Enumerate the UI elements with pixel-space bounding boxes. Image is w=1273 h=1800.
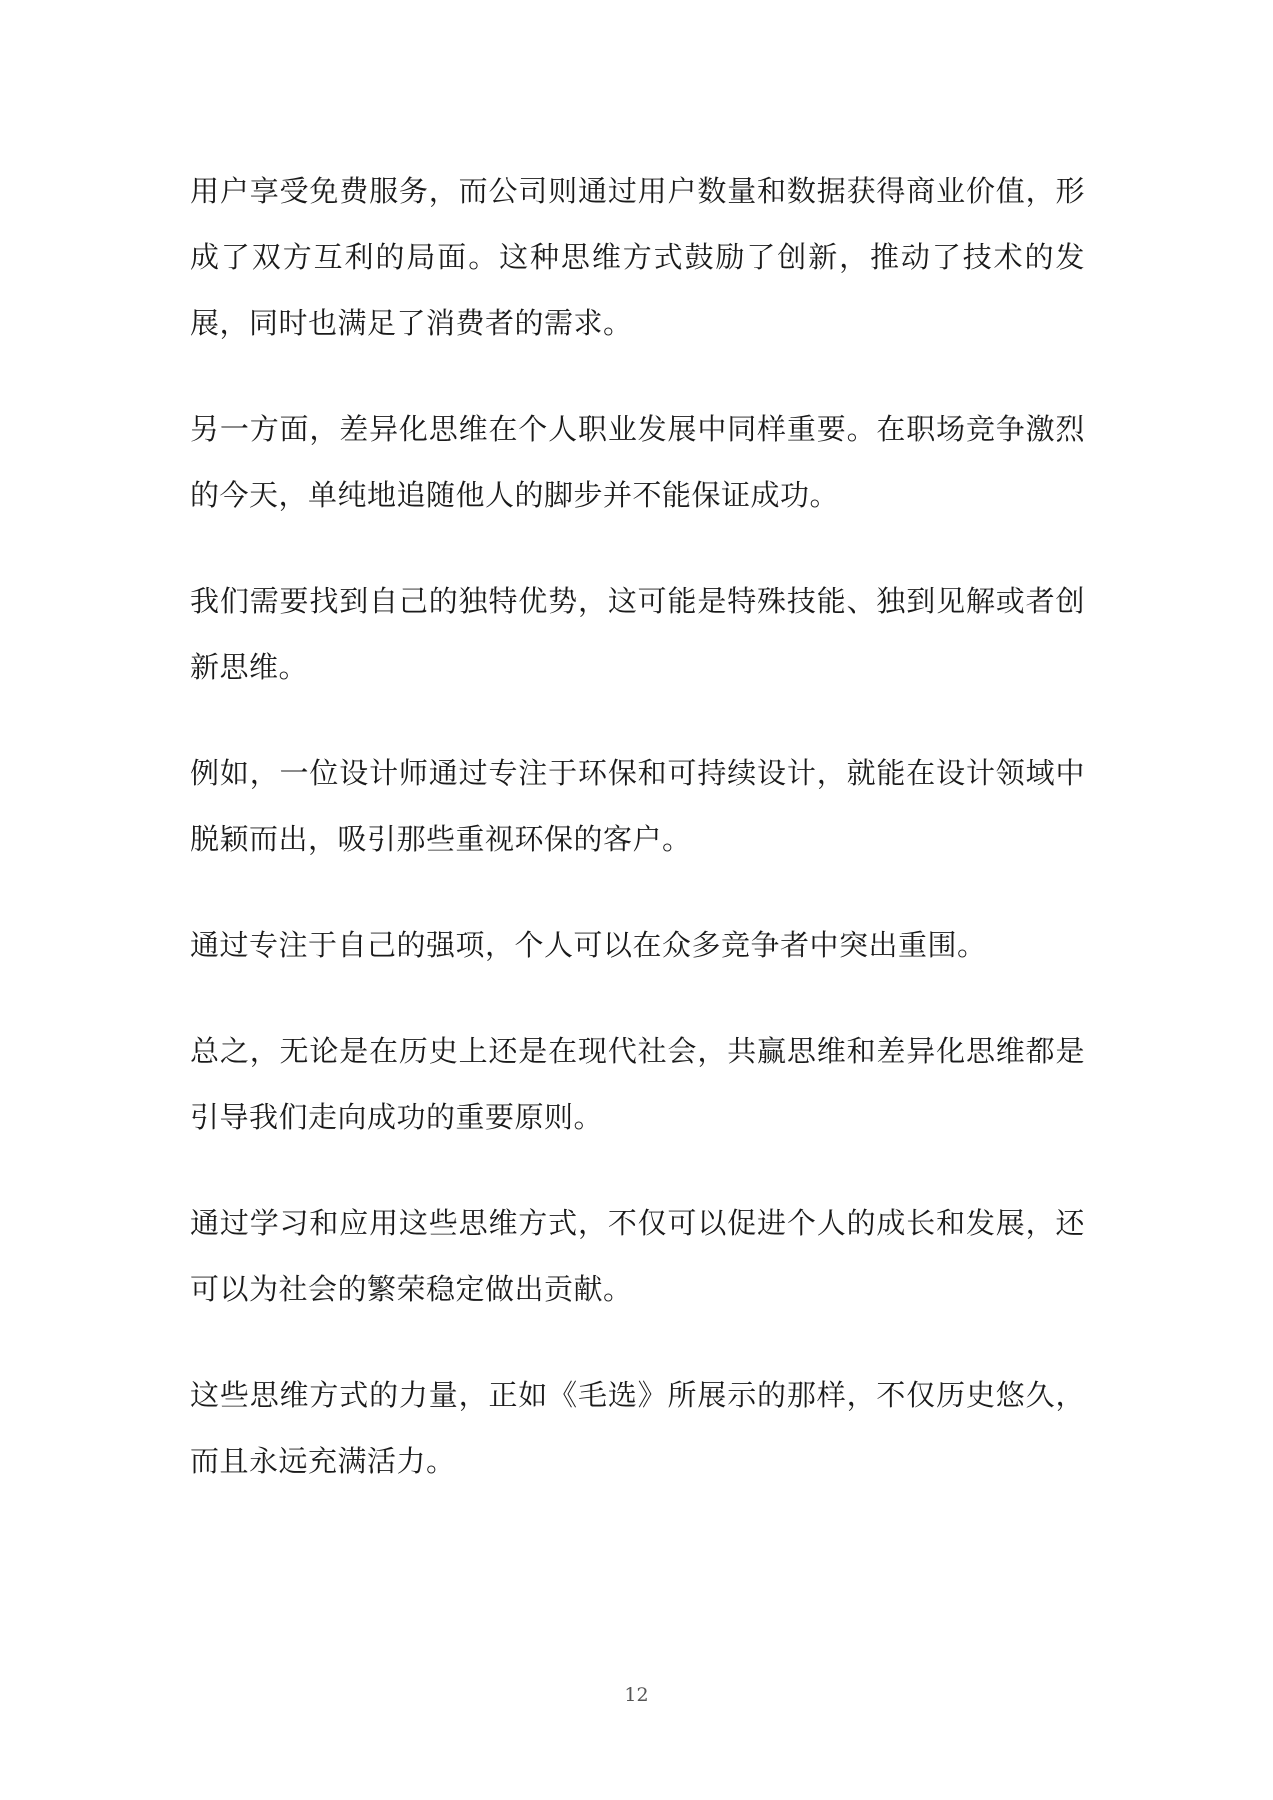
paragraph: 总之，无论是在历史上还是在现代社会，共赢思维和差异化思维都是引导我们走向成功的重要原则。 — [190, 1034, 1085, 1134]
paragraph: 另一方面，差异化思维在个人职业发展中同样重要。在职场竞争激烈的今天，单纯地追随他人的脚步并不能保证成功。 — [190, 412, 1085, 512]
paragraph: 通过学习和应用这些思维方式，不仅可以促进个人的成长和发展，还可以为社会的繁荣稳定做出贡献。 — [190, 1206, 1085, 1306]
paragraph: 我们需要找到自己的独特优势，这可能是特殊技能、独到见解或者创新思维。 — [190, 584, 1085, 684]
paragraph: 这些思维方式的力量，正如《毛选》所展示的那样，不仅历史悠久，而且永远充满活力。 — [190, 1378, 1085, 1478]
paragraph: 用户享受免费服务，而公司则通过用户数量和数据获得商业价值，形成了双方互利的局面。这种思维方式鼓励了创新，推动了技术的发展，同时也满足了消费者的需求。 — [190, 174, 1085, 340]
paragraph: 例如，一位设计师通过专注于环保和可持续设计，就能在设计领域中脱颖而出，吸引那些重视环保的客户。 — [190, 756, 1085, 856]
page-number: 12 — [624, 1684, 649, 1706]
paragraph: 通过专注于自己的强项，个人可以在众多竞争者中突出重围。 — [190, 928, 987, 962]
body-text — [190, 158, 1085, 1534]
